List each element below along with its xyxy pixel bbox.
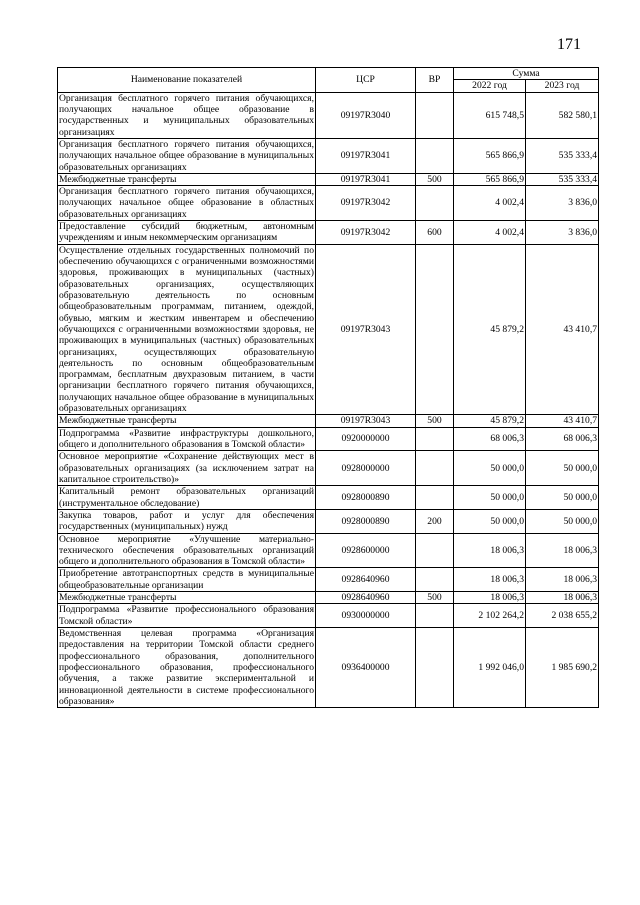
row-csr: 0928640960	[316, 568, 416, 592]
row-csr: 0928600000	[316, 533, 416, 568]
row-vr: 500	[416, 415, 454, 427]
row-value-2022: 18 006,3	[454, 568, 526, 592]
row-vr	[416, 604, 454, 628]
row-vr	[416, 244, 454, 415]
row-value-2023: 18 006,3	[526, 592, 599, 604]
row-value-2022: 18 006,3	[454, 592, 526, 604]
table-row	[58, 509, 599, 533]
table-row	[58, 92, 599, 138]
row-csr: 09197R3041	[316, 138, 416, 173]
table-row	[58, 604, 599, 628]
row-value-2023: 535 333,4	[526, 173, 599, 185]
row-name: Капитальный ремонт образовательных организаций (инструментальное обследование)	[59, 486, 314, 509]
row-value-2022: 4 002,4	[454, 186, 526, 221]
row-value-2022: 18 006,3	[454, 533, 526, 568]
budget-table	[57, 67, 599, 708]
row-name: Приобретение автотранспортных средств в муниципальные общеобразовательные организации	[59, 568, 314, 591]
table-row	[58, 533, 599, 568]
row-value-2022: 565 866,9	[454, 138, 526, 173]
row-name: Закупка товаров, работ и услуг для обеспечения государственных (муниципальных) нужд	[59, 509, 314, 533]
row-vr	[416, 451, 454, 486]
row-name: Подпрограмма «Развитие инфраструктуры дошкольного, общего и дополнительного образования в Томской области»	[59, 427, 314, 450]
row-value-2023: 3 836,0	[526, 221, 599, 245]
row-value-2023: 2 038 655,2	[526, 604, 599, 628]
row-value-2022: 4 002,4	[454, 221, 526, 245]
row-name: Основное мероприятие «Улучшение материально-технического обеспечения образовательных организаций общего и дополнительного образования в Томской области»	[59, 533, 314, 568]
row-value-2022: 45 879,2	[454, 244, 526, 415]
row-csr: 0928640960	[316, 592, 416, 604]
row-csr: 09197R3043	[316, 244, 416, 415]
row-vr: 500	[416, 592, 454, 604]
row-value-2023: 582 580,1	[526, 92, 599, 138]
row-name: Предоставление субсидий бюджетным, автономным учреждениям и иным некоммерческим организациям	[59, 221, 314, 244]
row-value-2023: 3 836,0	[526, 186, 599, 221]
table-header	[58, 68, 599, 93]
row-csr: 09197R3040	[316, 92, 416, 138]
row-value-2022: 1 992 046,0	[454, 628, 526, 708]
row-value-2022: 2 102 264,2	[454, 604, 526, 628]
row-vr: 600	[416, 221, 454, 245]
table-row	[58, 173, 599, 185]
table-row	[58, 451, 599, 486]
row-vr	[416, 138, 454, 173]
table-row	[58, 568, 599, 592]
table-row	[58, 186, 599, 221]
row-vr	[416, 92, 454, 138]
row-vr	[416, 533, 454, 568]
row-value-2023: 18 006,3	[526, 568, 599, 592]
row-name: Осуществление отдельных государственных полномочий по обеспечению обучающихся с ограниченными возможностями здоровья, проживающих в муниципальных (частных) образовательных организациях, осуществляющих образовательную деятельность по основным общеобразовательным программам, питанием, одеждой, обувью, мягким и жестким инвентарем и обеспечению обучающихся с ограниченными возможностями здоровья, не проживающих в муниципальных (частных) образовательных организациях, осуществляющих образовательную деятельность по основным общеобразовательным программам, бесплатным двухразовым питанием, в части организации бесплатного горячего питания обучающихся, получающих начальное общее образование в муниципальных образовательных организациях	[59, 244, 314, 415]
row-name: Основное мероприятие «Сохранение действующих мест в образовательных организациях (за исключением затрат на капитальное строительство)»	[59, 451, 314, 485]
row-vr: 200	[416, 509, 454, 533]
header-name: Наименование показателей	[58, 68, 316, 93]
row-value-2022: 50 000,0	[454, 486, 526, 510]
header-sum: Сумма	[454, 68, 599, 80]
row-name: Организация бесплатного горячего питания обучающихся, получающих начальное общее образование в областных образовательных организациях	[59, 186, 314, 220]
row-value-2022: 68 006,3	[454, 427, 526, 451]
row-name: Организация бесплатного горячего питания обучающихся, получающих начальное общее образование в государственных и муниципальных образовательных организациях	[59, 92, 314, 138]
row-value-2022: 565 866,9	[454, 173, 526, 185]
table-row	[58, 427, 599, 451]
row-csr: 09197R3042	[316, 186, 416, 221]
row-vr	[416, 186, 454, 221]
row-csr: 09197R3043	[316, 415, 416, 427]
row-name: Ведомственная целевая программа «Организация предоставления на территории Томской области среднего профессионального образования, дополнительного профессионального образования, профессионального обучения, а также развитие экспериментальной и инновационной деятельности в системе профессионального образования»	[59, 628, 314, 707]
row-name: Межбюджетные трансферты	[58, 592, 316, 604]
row-value-2023: 43 410,7	[526, 415, 599, 427]
row-csr: 0936400000	[316, 628, 416, 708]
row-csr: 0928000890	[316, 486, 416, 510]
table-row	[58, 221, 599, 245]
row-value-2023: 18 006,3	[526, 533, 599, 568]
row-csr: 09197R3041	[316, 173, 416, 185]
table-body	[58, 92, 599, 708]
row-value-2022: 615 748,5	[454, 92, 526, 138]
row-value-2023: 50 000,0	[526, 451, 599, 486]
table-row	[58, 138, 599, 173]
row-vr	[416, 628, 454, 708]
row-csr: 0928000000	[316, 451, 416, 486]
row-csr: 0920000000	[316, 427, 416, 451]
header-year-2022: 2022 год	[454, 80, 526, 92]
table-row	[58, 415, 599, 427]
row-name: Межбюджетные трансферты	[58, 415, 316, 427]
row-vr	[416, 427, 454, 451]
row-value-2022: 45 879,2	[454, 415, 526, 427]
table-row	[58, 486, 599, 510]
table-row	[58, 244, 599, 415]
row-vr	[416, 568, 454, 592]
row-value-2023: 68 006,3	[526, 427, 599, 451]
row-value-2023: 535 333,4	[526, 138, 599, 173]
row-value-2022: 50 000,0	[454, 451, 526, 486]
table-row	[58, 592, 599, 604]
header-csr: ЦСР	[316, 68, 416, 93]
row-vr	[416, 486, 454, 510]
row-value-2022: 50 000,0	[454, 509, 526, 533]
header-vr: ВР	[416, 68, 454, 93]
table-row	[58, 628, 599, 708]
row-vr: 500	[416, 173, 454, 185]
row-value-2023: 43 410,7	[526, 244, 599, 415]
row-name: Межбюджетные трансферты	[58, 173, 316, 185]
row-name: Подпрограмма «Развитие профессионального образования Томской области»	[59, 604, 314, 627]
row-value-2023: 1 985 690,2	[526, 628, 599, 708]
row-csr: 0928000890	[316, 509, 416, 533]
row-csr: 09197R3042	[316, 221, 416, 245]
header-year-2023: 2023 год	[526, 80, 599, 92]
row-value-2023: 50 000,0	[526, 486, 599, 510]
row-csr: 0930000000	[316, 604, 416, 628]
row-value-2023: 50 000,0	[526, 509, 599, 533]
page-number: 171	[557, 36, 581, 53]
row-name: Организация бесплатного горячего питания обучающихся, получающих начальное общее образование в муниципальных образовательных организациях	[59, 138, 314, 173]
